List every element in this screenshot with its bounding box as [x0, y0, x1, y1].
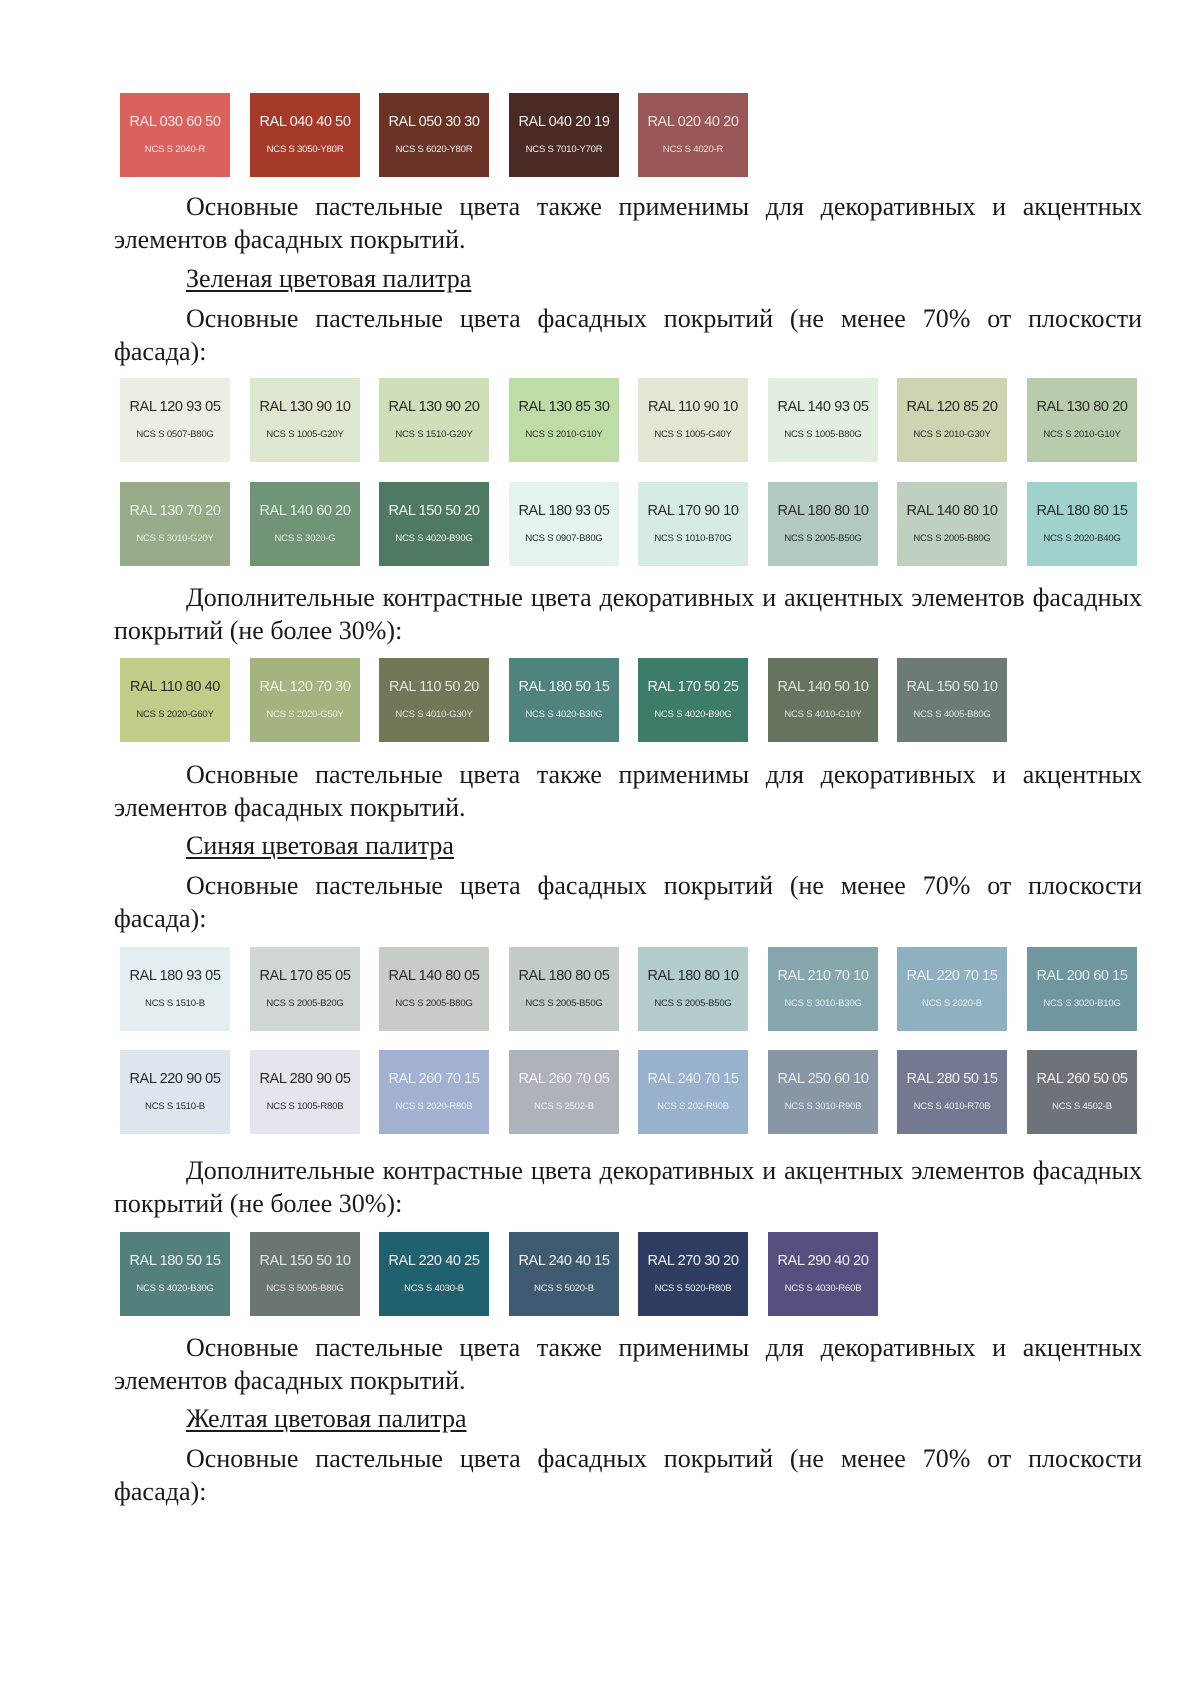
- color-swatch: [768, 658, 878, 742]
- swatch-ral-code: RAL 170 90 10: [647, 502, 739, 519]
- yellow-main-text: Основные пастельные цвета фасадных покрытий (не менее 70% от плоскости фасада):: [114, 1444, 1142, 1506]
- swatch-ral-code: RAL 150 50 20: [388, 502, 480, 519]
- swatch-ncs-code: NCS S 3050-Y80R: [266, 144, 344, 156]
- swatch-ncs-code: NCS S 1010-B70G: [654, 533, 732, 545]
- color-swatch: [1027, 1050, 1137, 1134]
- swatch-ncs-code: NCS S 2005-B50G: [784, 533, 862, 545]
- swatch-ral-code: RAL 130 90 20: [388, 398, 480, 415]
- swatch-ral-code: RAL 120 70 30: [259, 678, 351, 695]
- swatch-ncs-code: NCS S 1005-R80B: [266, 1101, 344, 1113]
- color-swatch: [638, 482, 748, 566]
- yellow-palette-heading: Желтая цветовая палитра: [186, 1404, 467, 1433]
- color-swatch: [379, 378, 489, 462]
- swatch-ncs-code: NCS S 7010-Y70R: [525, 144, 603, 156]
- blue-palette-also-text: Основные пастельные цвета также применимы для декоративных и акцентных элементов фасадных покрытий.: [114, 1333, 1142, 1395]
- swatch-ncs-code: NCS S 4030-B: [404, 1283, 464, 1295]
- color-swatch: [509, 378, 619, 462]
- color-swatch: [250, 1050, 360, 1134]
- swatch-ncs-code: NCS S 3020-B10G: [1043, 998, 1121, 1010]
- swatch-ncs-code: NCS S 2010-G30Y: [913, 429, 991, 441]
- color-swatch: [768, 482, 878, 566]
- color-swatch: [250, 658, 360, 742]
- swatch-ncs-code: NCS S 5020-R80B: [654, 1283, 732, 1295]
- color-swatch: [897, 378, 1007, 462]
- swatch-ral-code: RAL 130 80 20: [1036, 398, 1128, 415]
- swatch-ral-code: RAL 120 85 20: [906, 398, 998, 415]
- swatch-ral-code: RAL 170 85 05: [259, 967, 351, 984]
- color-swatch: [509, 947, 619, 1031]
- swatch-ncs-code: NCS S 2502-B: [534, 1101, 594, 1113]
- swatch-ral-code: RAL 110 50 20: [389, 678, 479, 695]
- color-swatch: [768, 1050, 878, 1134]
- swatch-ncs-code: NCS S 4020-B90G: [395, 533, 473, 545]
- color-swatch: [250, 947, 360, 1031]
- color-swatch: [897, 658, 1007, 742]
- swatch-ral-code: RAL 140 80 05: [388, 967, 480, 984]
- swatch-ncs-code: NCS S 4020-B30G: [136, 1283, 214, 1295]
- color-swatch: [120, 658, 230, 742]
- swatch-ncs-code: NCS S 3010-B30G: [784, 998, 862, 1010]
- swatch-ral-code: RAL 260 70 05: [518, 1070, 610, 1087]
- swatch-ral-code: RAL 130 85 30: [518, 398, 610, 415]
- color-swatch: [379, 1050, 489, 1134]
- color-swatch: [120, 1232, 230, 1316]
- color-swatch: [1027, 378, 1137, 462]
- swatch-ral-code: RAL 280 90 05: [259, 1070, 351, 1087]
- color-swatch: [638, 93, 748, 177]
- swatch-ral-code: RAL 140 50 10: [777, 678, 869, 695]
- color-swatch: [638, 1232, 748, 1316]
- swatch-ral-code: RAL 180 80 15: [1036, 502, 1128, 519]
- red-palette-also-text: Основные пастельные цвета также применимы для декоративных и акцентных элементов фасадных покрытий.: [114, 192, 1142, 254]
- swatch-ncs-code: NCS S 1005-G40Y: [654, 429, 732, 441]
- color-swatch: [768, 378, 878, 462]
- swatch-ral-code: RAL 120 93 05: [129, 398, 221, 415]
- color-swatch: [379, 482, 489, 566]
- blue-palette-heading: Синяя цветовая палитра: [186, 831, 454, 860]
- swatch-ral-code: RAL 270 30 20: [647, 1252, 739, 1269]
- swatch-ncs-code: NCS S 5005-B80G: [266, 1283, 344, 1295]
- swatch-ral-code: RAL 180 50 15: [518, 678, 610, 695]
- swatch-ncs-code: NCS S 2010-G10Y: [525, 429, 603, 441]
- color-swatch: [1027, 947, 1137, 1031]
- swatch-ral-code: RAL 130 90 10: [259, 398, 351, 415]
- swatch-ral-code: RAL 240 70 15: [647, 1070, 739, 1087]
- color-swatch: [120, 1050, 230, 1134]
- swatch-ral-code: RAL 220 70 15: [906, 967, 998, 984]
- color-swatch: [897, 947, 1007, 1031]
- swatch-ncs-code: NCS S 2010-G10Y: [1043, 429, 1121, 441]
- color-swatch: [638, 658, 748, 742]
- swatch-ncs-code: NCS S 0507-B80G: [136, 429, 214, 441]
- swatch-ncs-code: NCS S 1005-B80G: [784, 429, 862, 441]
- swatch-ncs-code: NCS S 2005-B20G: [266, 998, 344, 1010]
- swatch-ncs-code: NCS S 2040-R: [144, 144, 206, 156]
- color-swatch: [509, 1050, 619, 1134]
- color-swatch: [250, 482, 360, 566]
- color-swatch: [768, 947, 878, 1031]
- swatch-ral-code: RAL 180 93 05: [129, 967, 221, 984]
- swatch-ral-code: RAL 200 60 15: [1036, 967, 1128, 984]
- swatch-ral-code: RAL 280 50 15: [906, 1070, 998, 1087]
- swatch-ral-code: RAL 180 50 15: [129, 1252, 221, 1269]
- swatch-ral-code: RAL 180 93 05: [518, 502, 610, 519]
- color-swatch: [638, 378, 748, 462]
- color-swatch: [638, 947, 748, 1031]
- swatch-ral-code: RAL 180 80 10: [777, 502, 869, 519]
- swatch-ral-code: RAL 030 60 50: [129, 113, 221, 130]
- swatch-ral-code: RAL 040 20 19: [518, 113, 610, 130]
- green-extra-text: Дополнительные контрастные цвета декоративных и акцентных элементов фасадных покрытий (не более 30%):: [114, 583, 1142, 645]
- swatch-ral-code: RAL 220 40 25: [388, 1252, 480, 1269]
- swatch-ncs-code: NCS S 3010-G20Y: [136, 533, 214, 545]
- swatch-ncs-code: NCS S 2020-R80B: [395, 1101, 473, 1113]
- color-swatch: [509, 1232, 619, 1316]
- swatch-ral-code: RAL 140 80 10: [906, 502, 998, 519]
- blue-main-text: Основные пастельные цвета фасадных покрытий (не менее 70% от плоскости фасада):: [114, 871, 1142, 933]
- swatch-ncs-code: NCS S 0907-B80G: [525, 533, 603, 545]
- green-palette-heading: Зеленая цветовая палитра: [186, 264, 472, 293]
- color-swatch: [509, 658, 619, 742]
- swatch-ral-code: RAL 110 90 10: [648, 398, 738, 415]
- swatch-ncs-code: NCS S 202-R90B: [657, 1101, 729, 1113]
- color-swatch: [379, 947, 489, 1031]
- color-swatch: [379, 1232, 489, 1316]
- swatch-ncs-code: NCS S 4010-G10Y: [784, 709, 862, 721]
- color-swatch: [509, 93, 619, 177]
- swatch-ral-code: RAL 250 60 10: [777, 1070, 869, 1087]
- color-swatch: [768, 1232, 878, 1316]
- color-swatch: [897, 482, 1007, 566]
- swatch-ral-code: RAL 050 30 30: [388, 113, 480, 130]
- swatch-ncs-code: NCS S 4020-B30G: [525, 709, 603, 721]
- swatch-ral-code: RAL 110 80 40: [130, 678, 220, 695]
- swatch-ncs-code: NCS S 2005-B50G: [525, 998, 603, 1010]
- swatch-ncs-code: NCS S 1510-B: [145, 1101, 205, 1113]
- swatch-ral-code: RAL 260 50 05: [1036, 1070, 1128, 1087]
- swatch-ral-code: RAL 170 50 25: [647, 678, 739, 695]
- swatch-ncs-code: NCS S 4030-R60B: [784, 1283, 862, 1295]
- color-swatch: [120, 947, 230, 1031]
- color-swatch: [250, 378, 360, 462]
- color-swatch: [897, 1050, 1007, 1134]
- swatch-ncs-code: NCS S 2020-B40G: [1043, 533, 1121, 545]
- swatch-ncs-code: NCS S 5020-B: [534, 1283, 594, 1295]
- color-swatch: [250, 1232, 360, 1316]
- swatch-ncs-code: NCS S 1005-G20Y: [266, 429, 344, 441]
- swatch-ral-code: RAL 180 80 05: [518, 967, 610, 984]
- swatch-ncs-code: NCS S 2020-B: [922, 998, 982, 1010]
- blue-extra-text: Дополнительные контрастные цвета декоративных и акцентных элементов фасадных покрытий (не более 30%):: [114, 1156, 1142, 1218]
- swatch-ral-code: RAL 140 60 20: [259, 502, 351, 519]
- swatch-ncs-code: NCS S 4020-B90G: [654, 709, 732, 721]
- swatch-ncs-code: NCS S 3020-G: [274, 533, 336, 545]
- swatch-ncs-code: NCS S 2020-G50Y: [266, 709, 344, 721]
- swatch-ncs-code: NCS S 2005-B80G: [395, 998, 473, 1010]
- swatch-ral-code: RAL 150 50 10: [259, 1252, 351, 1269]
- swatch-ral-code: RAL 290 40 20: [777, 1252, 869, 1269]
- swatch-ncs-code: NCS S 2005-B50G: [654, 998, 732, 1010]
- swatch-ncs-code: NCS S 1510-B: [145, 998, 205, 1010]
- swatch-ral-code: RAL 220 90 05: [129, 1070, 221, 1087]
- swatch-ncs-code: NCS S 4502-B: [1052, 1101, 1112, 1113]
- swatch-ncs-code: NCS S 6020-Y80R: [395, 144, 473, 156]
- swatch-ncs-code: NCS S 4010-G30Y: [395, 709, 473, 721]
- swatch-ncs-code: NCS S 1510-G20Y: [395, 429, 473, 441]
- color-swatch: [120, 378, 230, 462]
- swatch-ral-code: RAL 140 93 05: [777, 398, 869, 415]
- swatch-ral-code: RAL 020 40 20: [647, 113, 739, 130]
- color-swatch: [509, 482, 619, 566]
- swatch-ral-code: RAL 260 70 15: [388, 1070, 480, 1087]
- swatch-ncs-code: NCS S 4020-R: [662, 144, 724, 156]
- swatch-ral-code: RAL 180 80 10: [647, 967, 739, 984]
- color-swatch: [379, 93, 489, 177]
- green-main-text: Основные пастельные цвета фасадных покрытий (не менее 70% от плоскости фасада):: [114, 304, 1142, 366]
- swatch-ral-code: RAL 040 40 50: [259, 113, 351, 130]
- color-swatch: [379, 658, 489, 742]
- color-swatch: [120, 93, 230, 177]
- swatch-ncs-code: NCS S 3010-R90B: [784, 1101, 862, 1113]
- swatch-ncs-code: NCS S 4010-R70B: [913, 1101, 991, 1113]
- swatch-ncs-code: NCS S 2005-B80G: [913, 533, 991, 545]
- swatch-ncs-code: NCS S 4005-B80G: [913, 709, 991, 721]
- color-swatch: [120, 482, 230, 566]
- swatch-ral-code: RAL 240 40 15: [518, 1252, 610, 1269]
- swatch-ral-code: RAL 130 70 20: [129, 502, 221, 519]
- swatch-ral-code: RAL 150 50 10: [906, 678, 998, 695]
- swatch-ral-code: RAL 210 70 10: [777, 967, 869, 984]
- color-swatch: [250, 93, 360, 177]
- swatch-ncs-code: NCS S 2020-G60Y: [136, 709, 214, 721]
- color-swatch: [638, 1050, 748, 1134]
- color-swatch: [1027, 482, 1137, 566]
- green-palette-also-text: Основные пастельные цвета также применимы для декоративных и акцентных элементов фасадных покрытий.: [114, 760, 1142, 822]
